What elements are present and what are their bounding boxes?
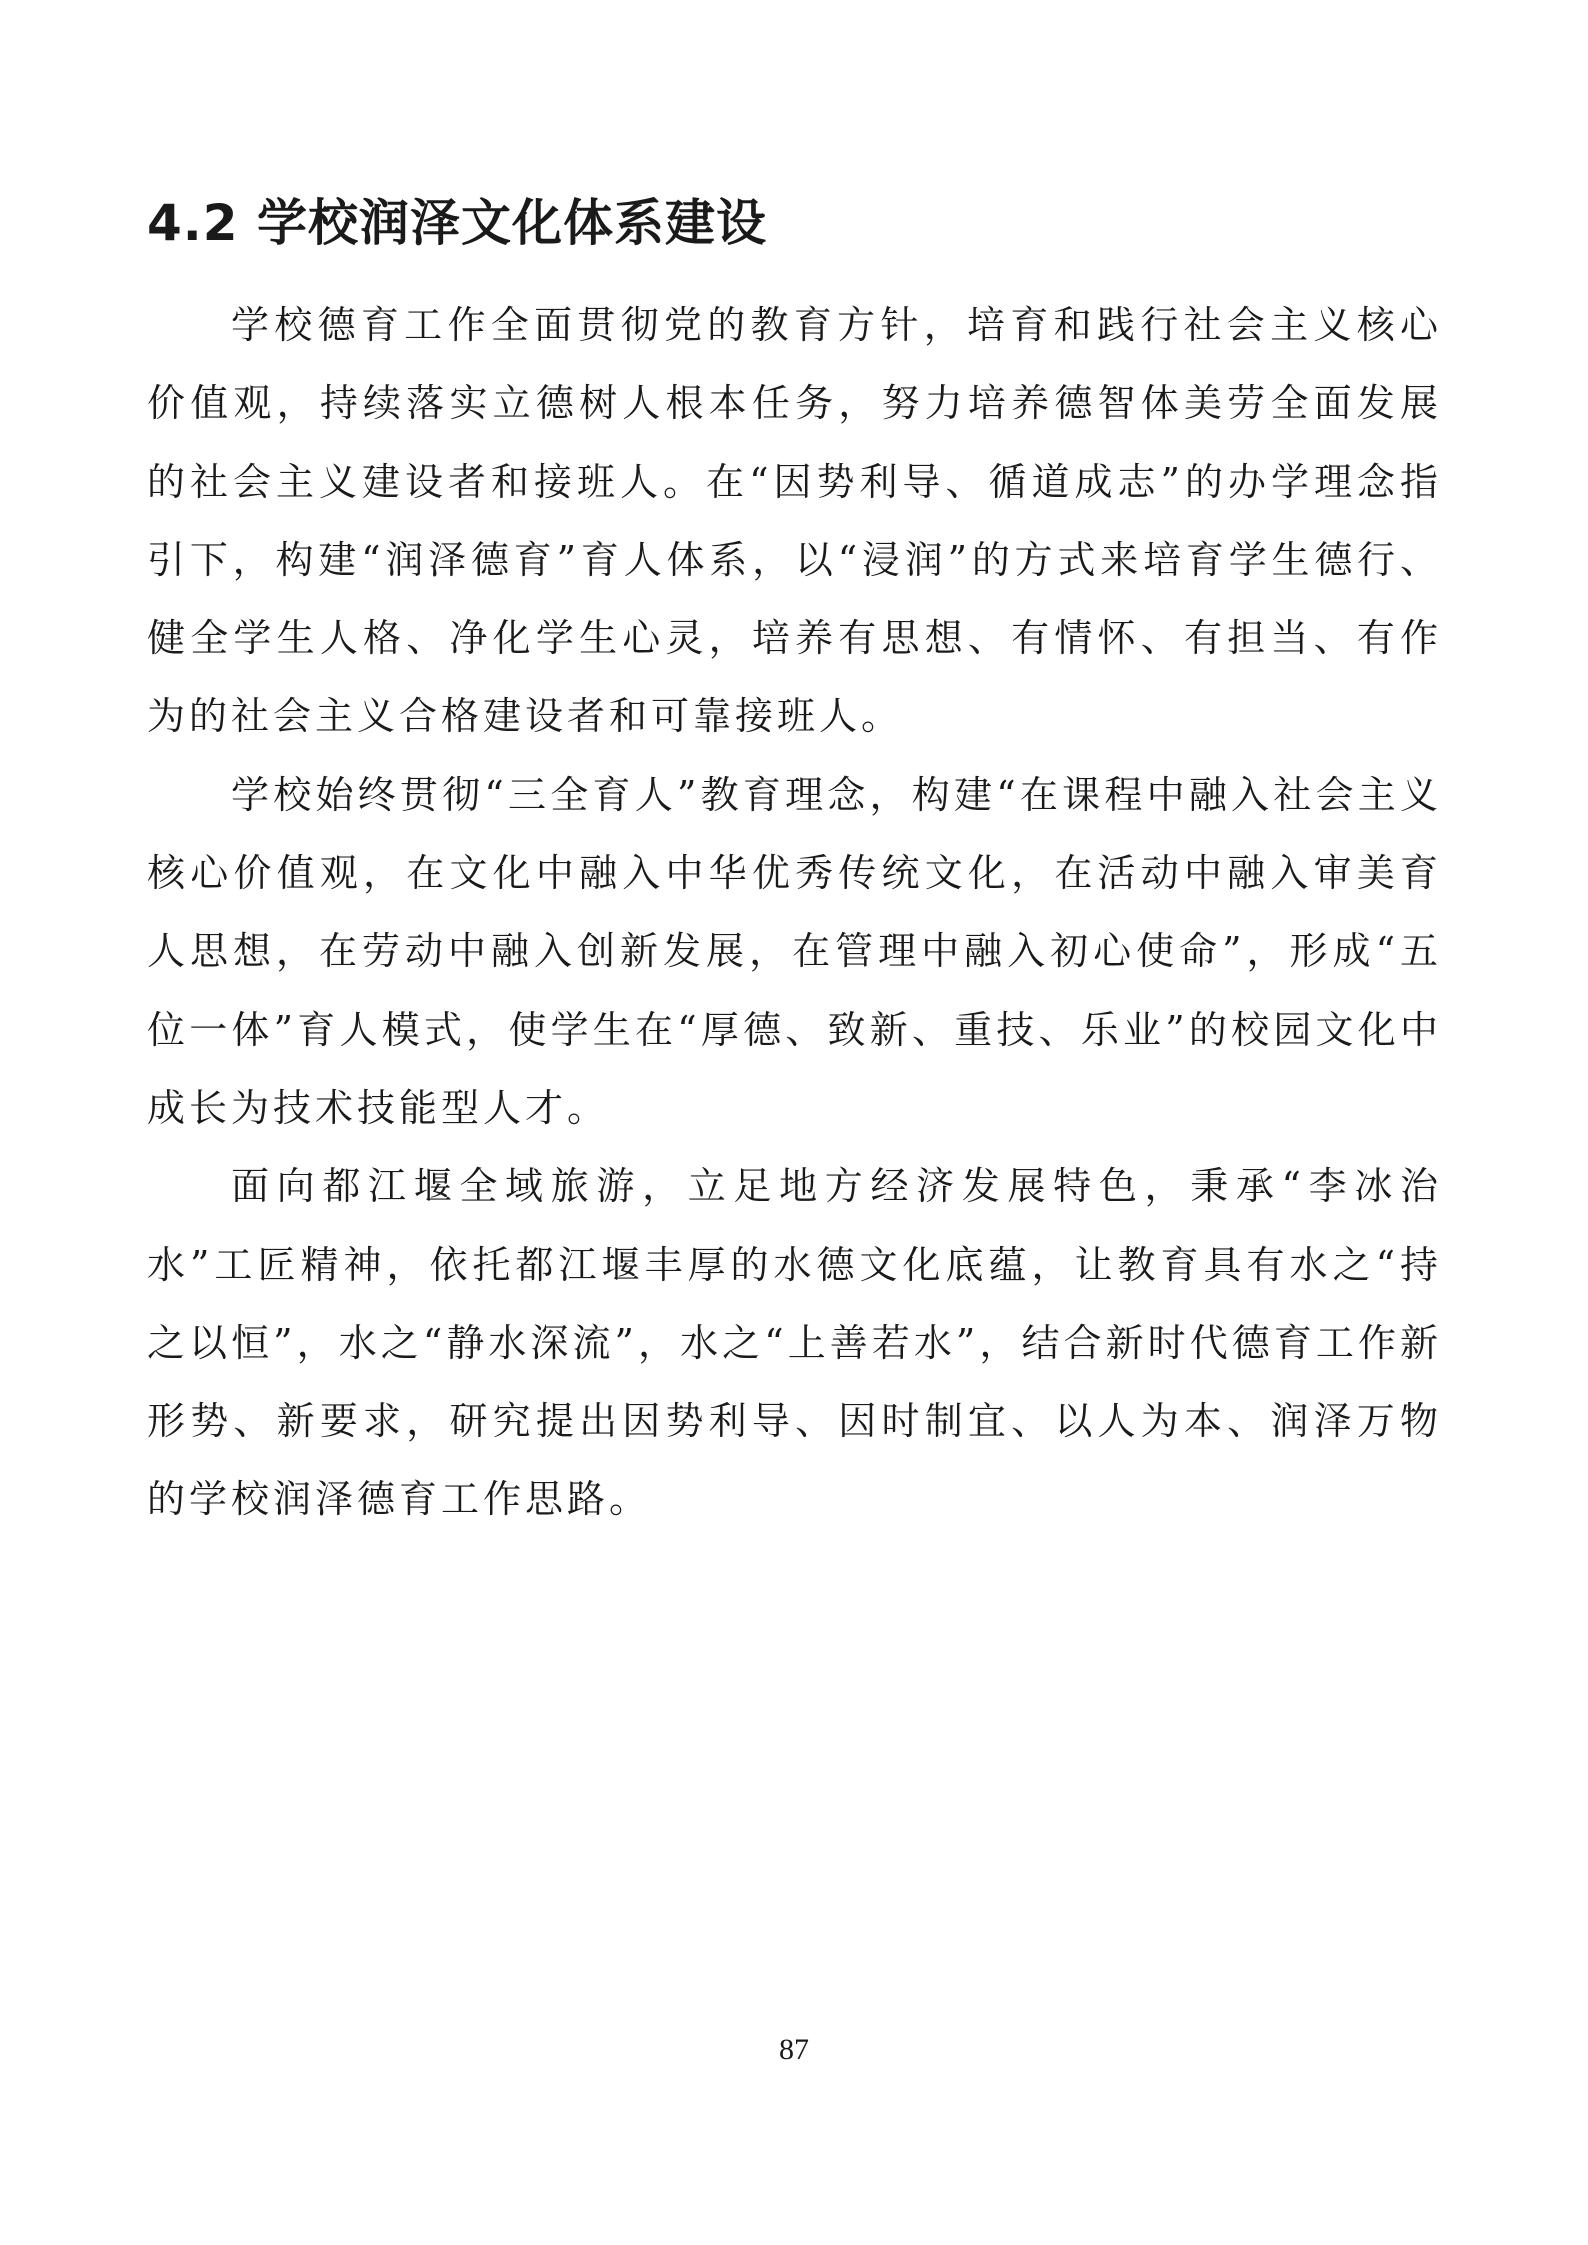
paragraph-moral-education: 学校德育工作全面贯彻党的教育方针，培育和践行社会主义核心价值观，持续落实立德树人根本任务，努力培养德智体美劳全面发展的社会主义建设者和接班人。在“因势利导、循道成志”的办学理念指引下，构建“润泽德育”育人体系，以“浸润”的方式来培育学生德行、健全学生人格、净化学生心灵，培养有思想、有情怀、有担当、有作为的社会主义合格建设者和可靠接班人。: [147, 303, 1442, 739]
section-heading: 4.2 学校润泽文化体系建设: [147, 194, 767, 252]
page-number: 87: [779, 2033, 809, 2066]
paragraph-water-culture: 面向都江堰全域旅游，立足地方经济发展特色，秉承“李冰治水”工匠精神，依托都江堰丰厚的水德文化底蕴，让教育具有水之“持之以恒”，水之“静水深流”，水之“上善若水”，结合新时代德育工作新形势、新要求，研究提出因势利导、因时制宜、以人为本、润泽万物的学校润泽德育工作思路。: [147, 1164, 1442, 1522]
paragraph-three-full-education: 学校始终贯彻“三全育人”教育理念，构建“在课程中融入社会主义核心价值观，在文化中融入中华优秀传统文化，在活动中融入审美育人思想，在劳动中融入创新发展，在管理中融入初心使命”，形成“五位一体”育人模式，使学生在“厚德、致新、重技、乐业”的校园文化中成长为技术技能型人才。: [147, 772, 1442, 1130]
body-text: [147, 286, 1442, 1539]
